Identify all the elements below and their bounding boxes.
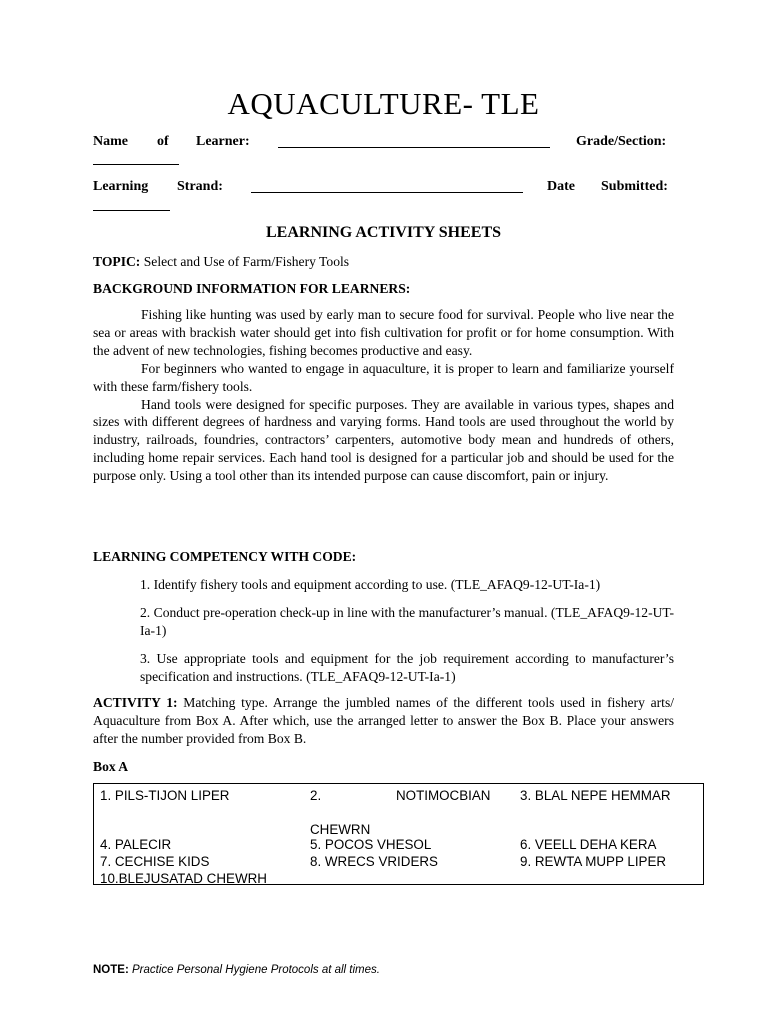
box-a-table: [93, 783, 704, 885]
box-item: 8. WRECS VRIDERS: [310, 854, 438, 869]
strand-label: Strand:: [177, 179, 223, 194]
name-label: Name: [93, 134, 128, 149]
document-title: AQUACULTURE- TLE: [227, 86, 540, 121]
background-heading: BACKGROUND INFORMATION FOR LEARNERS:: [93, 281, 411, 296]
note-text: Practice Personal Hygiene Protocols at all times.: [131, 964, 380, 976]
note-label: NOTE:: [93, 964, 129, 976]
competency-item: 1. Identify fishery tools and equipment according to use. (TLE_AFAQ9-12-UT-Ia-1): [140, 577, 601, 592]
topic-value: Select and Use of Farm/Fishery Tools: [143, 254, 350, 269]
footer-note: [93, 964, 674, 976]
strand-date-row: [93, 178, 674, 196]
topic-label: TOPIC:: [93, 254, 141, 269]
of-label: of: [157, 134, 169, 149]
topic-line: [93, 253, 674, 271]
competency-heading: LEARNING COMPETENCY WITH CODE:: [93, 549, 357, 564]
date-label: Date: [547, 179, 575, 194]
learner-name-blank[interactable]: [278, 147, 550, 148]
box-a-label: Box A: [93, 759, 129, 774]
activity-instructions: [93, 694, 674, 748]
learning-label: Learning: [93, 179, 149, 194]
learner-label: Learner:: [196, 134, 250, 149]
box-item: 3. BLAL NEPE HEMMAR: [520, 788, 671, 803]
background-paragraph: Hand tools were designed for specific purposes. They are available in various types, shapes and sizes with different degrees of hardness and varying forms. Hand tools are used throughout the world by industry, railroads, foundries, contractors’ carpenters, automotive body mean and hundreds of others, including home repair services. Each hand tool is designed for a particular job and should be used for the purpose only. Using a tool other than its intended purpose can cause discomfort, pain or injury.: [93, 396, 674, 484]
box-item: 10.BLEJUSATAD CHEWRH: [100, 871, 267, 886]
competency-item: 3. Use appropriate tools and equipment for the job requirement according to manufacturer’s specification and instructions. (TLE_AFAQ9-12-UT-Ia-1): [140, 651, 674, 684]
competency-item: 2. Conduct pre-operation check-up in line with the manufacturer’s manual. (TLE_AFAQ9-12-UT-Ia-1): [140, 605, 674, 638]
box-item: 5. POCOS VHESOL: [310, 837, 432, 852]
box-item: 1. PILS-TIJON LIPER: [100, 788, 230, 803]
box-item: 4. PALECIR: [100, 837, 172, 852]
submitted-label: Submitted:: [601, 179, 668, 194]
box-item: NOTIMOCBIAN: [396, 788, 491, 803]
sheet-heading: LEARNING ACTIVITY SHEETS: [265, 224, 502, 241]
background-paragraph: Fishing like hunting was used by early man to secure food for survival. People who live near the sea or areas with brackish water should get into fish cultivation for profit or for home consumption. With the advent of new technologies, fishing becomes productive and easy.: [93, 307, 674, 358]
activity-label: ACTIVITY 1:: [93, 695, 178, 710]
background-paragraph: For beginners who wanted to engage in aquaculture, it is proper to learn and familiarize yourself with these farm/fishery tools.: [93, 360, 674, 394]
learner-name-row: [93, 133, 674, 151]
activity-text: Matching type. Arrange the jumbled names of the different tools used in fishery arts/ Aquaculture from Box A. After which, use the arranged letter to answer the Box B. Place your answers after the number provided from Box B.: [93, 695, 675, 746]
grade-section-label: Grade/Section:: [576, 134, 667, 149]
box-item: 2.: [310, 788, 322, 803]
box-item: CHEWRN: [310, 822, 371, 837]
box-item: 6. VEELL DEHA KERA: [520, 837, 657, 852]
box-item: 7. CECHISE KIDS: [100, 854, 210, 869]
background-body: [93, 306, 674, 485]
grade-section-blank[interactable]: [93, 164, 179, 165]
box-item: 9. REWTA MUPP LIPER: [520, 854, 667, 869]
date-submitted-blank[interactable]: [93, 210, 170, 211]
strand-blank[interactable]: [251, 192, 523, 193]
